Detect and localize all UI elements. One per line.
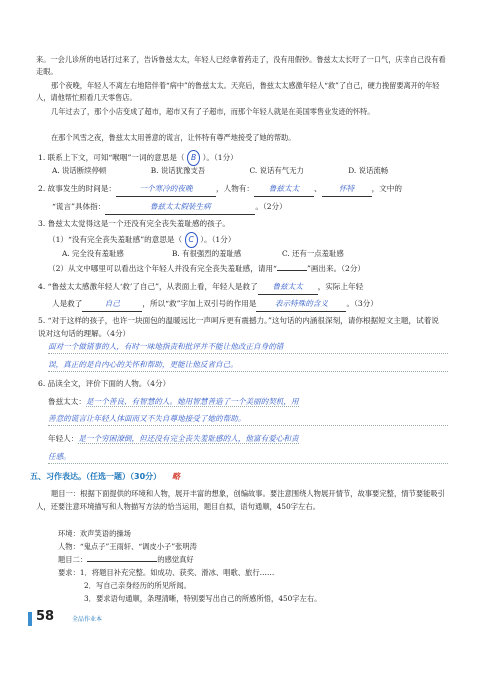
q2-time-answer[interactable]: 一个寒冷的夜晚 <box>116 182 216 197</box>
question-1: 1. 联系上下文，可知“喉咽”一词的意思是（ B ）。（1分） <box>38 150 446 166</box>
book-title: 全品作业本 <box>72 616 103 623</box>
question-2-line2: “谎言”具体指： 鲁兹太太假装生病 。（2分） <box>52 200 460 215</box>
q1-answer[interactable]: B <box>187 150 200 166</box>
passage-paragraph-4: 在那个风雪之夜，鲁兹太太用善意的谎言，让怀特有尊严地接受了她的帮助。 <box>51 133 296 142</box>
requirement-2: 2．写自己亲身经历的所见所闻。 <box>84 581 191 590</box>
q3-option-a[interactable]: A. 完全没有羞耻感 <box>62 249 124 258</box>
topic-2: 题目二： 的感觉真好 <box>58 555 194 564</box>
topic-1-characters: 人物：“鬼点子”王雨轩、“调皮小子”张明涛 <box>58 542 197 551</box>
q1-option-a[interactable]: A. 说话断续停顿 <box>52 166 107 175</box>
question-2: 2. 故事发生的时间是： 一个寒冷的夜晚 ，人物有： 鲁兹太太 、 怀特 ，文中的 <box>38 182 446 197</box>
section-5-title: 五、习作表达。（任选一题）（30分） 略 <box>30 472 180 481</box>
q6-person-1 <box>48 395 456 409</box>
q5-answer-line-2[interactable]: 误，真正的是自内心的关怀和帮助，更能让他反省自己。 <box>48 358 448 372</box>
requirement-3: 3．要求语句通顺，条理清晰，特别要写出自己的所感所悟，450字左右。 <box>84 594 322 603</box>
question-5: 5. “对于这样的孩子，也许一块面包的温暖远比一声呵斥更有震撼力。”这句话的内涵很深刻，请你根据短文主题，试着说说对这句话的理解。（4分） <box>38 316 439 338</box>
q6-answer-1b[interactable]: 善意的谎言让年轻人体面而又不失自尊地接受了她的帮助。 <box>48 412 448 426</box>
q4-answer-1[interactable]: 鲁兹太太 <box>258 280 318 295</box>
q6-label-lutz: 鲁兹太太： <box>48 397 86 406</box>
requirement-1: 要求：1．将题目补充完整。如成功、获奖、滑冰、唱歌、旅行…… <box>58 568 275 577</box>
q2-lie-answer[interactable]: 鲁兹太太假装生病 <box>105 200 255 215</box>
question-3-sub1: （1）“没有完全丧失羞耻感”的意思是（ C ）。（1分） <box>48 232 456 248</box>
q3-sub1-answer[interactable]: C <box>185 232 198 248</box>
passage-paragraph-3: 几年过去了，那个小店变成了超市，超市又有了子超市，而那个年轻人就是在美国零售业发迹的怀特。 <box>51 107 375 116</box>
question-3-sub2: （2）从文中哪里可以看出这个年轻人并没有完全丧失羞耻感，请用“ ”画出来。（2分） <box>48 264 366 273</box>
q5-answer-line-1[interactable]: 面对一个做错事的人，有时一味地指责和批评并不能让他改正自身的错 <box>48 340 448 354</box>
topic-1-environment: 环境：欢声笑语的操场 <box>58 529 131 538</box>
q6-answer-2a[interactable]: 是一个穷困潦倒，但还没有完全丧失羞耻感的人，他富有爱心和责 <box>78 434 299 443</box>
section-5-mark: 略 <box>171 472 180 481</box>
q6-person-2 <box>48 432 456 446</box>
question-3: 3. 鲁兹太太觉得这是一个还没有完全丧失羞耻感的孩子。 <box>38 219 230 228</box>
q1-option-d[interactable]: D. 说话流畅 <box>348 166 389 175</box>
question-6: 6. 品读全文，评价下面的人物。（4分） <box>38 379 171 388</box>
footer-accent-bar <box>28 612 32 626</box>
passage-paragraph-2: 那个夜晚，年轻人不离左右地陪伴着“病中”的鲁兹太太。天亮后，鲁兹太太感激年轻人“救”了自己，硬力挽留要离开的年轻人，请他帮忙照看几天零售店。 <box>36 81 440 102</box>
q4-answer-2[interactable]: 自己 <box>82 297 142 312</box>
q1-option-b[interactable]: B. 说话犹豫支吾 <box>150 166 206 175</box>
passage-paragraph-1: 来。一会儿诊所的电话打过来了，告诉鲁兹太太，年轻人已经拿着药走了，没有用假钞。鲁兹太太长吁了一口气，庆幸自己没有看走眼。 <box>36 55 446 76</box>
question-4: 4. “鲁兹太太感激年轻人‘救’了自己”，从表面上看，年轻人是救了 鲁兹太太 ，实际上年轻 <box>38 280 446 295</box>
question-4-line2: 人是救了 自己 ，所以“救”字加上双引号的作用是 表示特殊的含义 。（3分） <box>52 297 460 312</box>
q2-person1-answer[interactable]: 鲁兹太太 <box>254 182 314 197</box>
q3-underline-sample <box>277 270 307 271</box>
q2-person2-answer[interactable]: 怀特 <box>322 182 372 197</box>
q6-label-young-man: 年轻人： <box>48 434 79 443</box>
q6-answer-1a[interactable]: 是一个善良、有智慧的人。她用智慧善造了一个美丽的契机，用 <box>85 397 299 406</box>
q1-option-c[interactable]: C. 说话有气无力 <box>249 166 304 175</box>
page-number: 58 <box>36 609 55 624</box>
topic-1: 题目一：根据下面提供的环境和人物，展开丰富的想象，创编故事。要注意围绕人物展开情节，故事要完整，情节要能吸引人，还要注意环境描写和人物描写方法的恰当运用，题目自拟，语句通顺，450字左右。 <box>36 489 446 511</box>
q3-option-c[interactable]: C. 还有一点羞耻感 <box>282 249 344 258</box>
q4-answer-3[interactable]: 表示特殊的含义 <box>256 297 346 312</box>
q3-options <box>62 248 392 260</box>
topic-2-blank[interactable] <box>87 561 157 562</box>
q3-option-b[interactable]: B. 有很强烈的羞耻感 <box>172 249 242 258</box>
q1-options <box>52 165 447 177</box>
q6-answer-2b[interactable]: 任感。 <box>48 450 448 464</box>
